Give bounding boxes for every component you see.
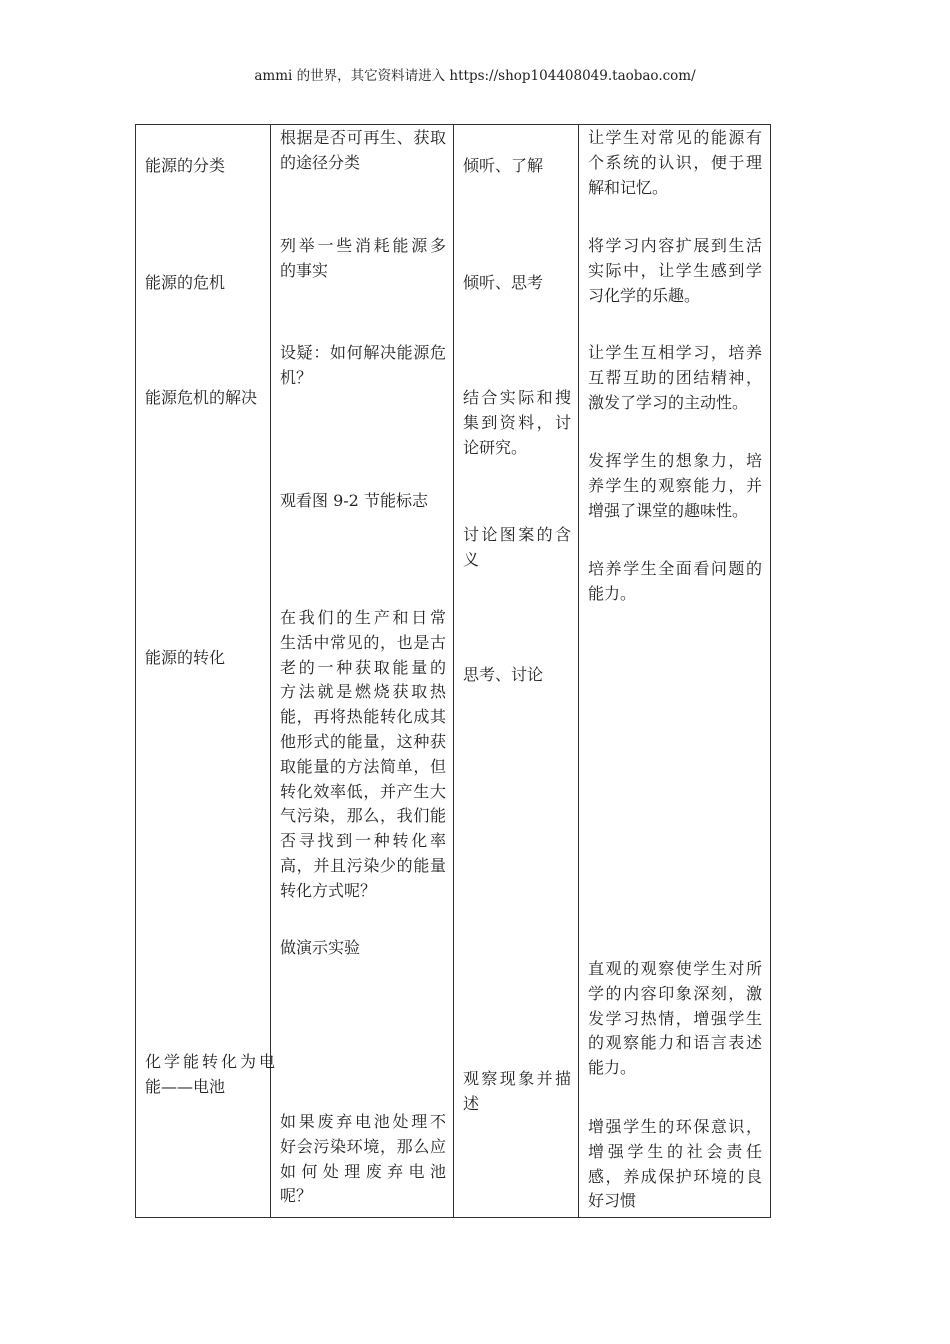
text-line: 增强了课堂的趣味性。 [588,500,749,520]
lesson-plan-table [135,124,771,1218]
text-line: 根据是否可再生、获取 [280,128,446,147]
text-line: 养学生的观察能力，并 [588,475,762,495]
teacher-activity [280,489,446,514]
text-line: 培养学生全面看问题的 [588,559,762,578]
text-line: 述 [463,1093,480,1113]
text-line: 老的一种获取能量的 [280,657,446,677]
design-intent [588,957,762,1081]
text-line: 讨论图案的含 [463,525,571,544]
text-line: 呢？ [280,1186,313,1206]
text-line: 的途径分类 [280,152,361,172]
text-line: 能源危机的解决 [145,388,258,407]
teacher-activity [280,234,446,284]
text-line: 倾听、了解 [463,156,544,175]
text-line: 气污染，那么，我们能 [280,806,446,826]
text-line: 能源的危机 [145,273,226,292]
text-line: 激发了学习的主动性。 [588,392,749,412]
text-line: 能力。 [588,583,637,603]
teacher-activity [280,1110,446,1209]
text-line: 增强学生的社会责任 [588,1141,762,1161]
student-activity [463,523,571,573]
text-line: 能源的转化 [145,648,226,667]
text-line: 的事实 [280,260,329,280]
text-line: 观看图 9-2 节能标志 [280,491,428,510]
text-line: 化学能转化为电 [145,1052,275,1071]
text-line: 发学习热情，增强学生 [588,1008,762,1028]
text-line: 否寻找到一种转化率 [280,831,446,851]
design-intent [588,449,762,523]
topic-energy-classification [145,154,275,179]
teacher-activity [280,126,446,176]
topic-energy-crisis [145,271,275,296]
text-line: 学的内容印象深刻，激 [588,983,762,1003]
text-line: 生活中常见的，也是古 [280,632,446,652]
text-line: 好习惯 [588,1191,637,1211]
text-line: 的观察能力和语言表述 [588,1033,762,1053]
text-line: 结合实际和搜 [463,388,571,407]
text-line: 倾听、思考 [463,273,544,292]
topic-battery [145,1050,275,1100]
student-activity [463,1067,571,1117]
text-line: 高，并且污染少的能量 [280,855,446,875]
text-line: 让学生对常见的能源有 [588,128,762,147]
text-line: 实际中，让学生感到学 [588,260,762,280]
text-line: 思考、讨论 [463,665,544,684]
text-line: 让学生互相学习，培养 [588,343,762,362]
text-line: 转化效率低，并产生大 [280,781,446,801]
text-line: 增强学生的环保意识， [588,1117,762,1136]
student-activity [463,386,571,460]
text-line: 直观的观察使学生对所 [588,959,762,978]
text-line: 能——电池 [145,1076,226,1096]
text-line: 将学习内容扩展到生活 [588,236,762,255]
text-line: 发挥学生的想象力，培 [588,451,762,470]
text-line: 做演示实验 [280,938,361,957]
text-line: 设疑：如何解决能源危 [280,343,446,362]
text-line: 如何处理废弃电池 [280,1161,446,1181]
topic-energy-conversion [145,646,275,671]
text-line: 能，再将热能转化成其 [280,707,446,727]
student-activity [463,154,571,179]
text-line: 能力。 [588,1058,637,1078]
design-intent [588,1115,762,1214]
design-intent [588,341,762,415]
text-line: 能源的分类 [145,156,226,175]
column-divider [453,125,454,1217]
text-line: 在我们的生产和日常 [280,608,446,627]
text-line: 转化方式呢？ [280,880,377,900]
text-line: 机？ [280,367,313,387]
page-header-watermark: ammi 的世界，其它资料请进入 https://shop104408049.taobao.com/ [254,68,696,84]
teacher-activity [280,936,446,961]
text-line: 方法就是燃烧获取热 [280,682,446,702]
student-activity [463,663,571,688]
text-line: 集到资料，讨 [463,412,571,432]
text-line: 如果废弃电池处理不 [280,1112,446,1131]
design-intent [588,234,762,308]
text-line: 好会污染环境，那么应 [280,1136,446,1156]
text-line: 义 [463,549,480,569]
design-intent [588,126,762,200]
teacher-activity [280,341,446,391]
text-line: 解和记忆。 [588,177,669,197]
text-line: 感，养成保护环境的良 [588,1166,762,1186]
text-line: 习化学的乐趣。 [588,285,701,305]
text-line: 观察现象并描 [463,1069,571,1088]
text-line: 个系统的认识，便于理 [588,152,762,172]
text-line: 取能量的方法简单，但 [280,756,446,776]
text-line: 互帮互助的团结精神， [588,367,762,387]
design-intent [588,557,762,607]
text-line: 列举一些消耗能源多 [280,236,446,255]
topic-crisis-solution [145,386,275,411]
text-line: 论研究。 [463,437,528,457]
student-activity [463,271,571,296]
text-line: 他形式的能量，这种获 [280,731,446,751]
column-divider [578,125,579,1217]
teacher-activity [280,606,446,904]
